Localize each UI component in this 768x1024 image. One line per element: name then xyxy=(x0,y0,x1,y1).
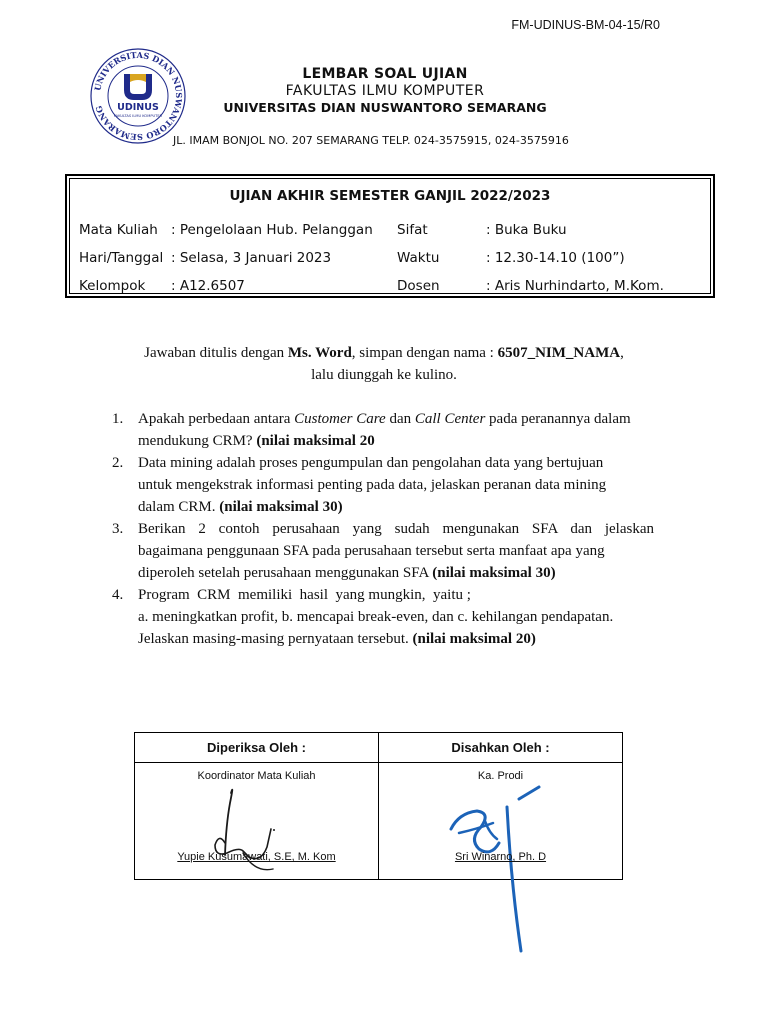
info-row-group xyxy=(79,272,706,300)
question-item xyxy=(112,408,654,452)
instr-text: , xyxy=(620,345,624,361)
time-label: Waktu xyxy=(397,250,440,266)
exam-info-box xyxy=(65,174,715,298)
question-text: untuk mengekstrak informasi penting pada data, jelaskan peranan data mining xyxy=(138,477,607,493)
role-coordinator: Koordinator Mata Kuliah xyxy=(197,770,316,782)
question-item xyxy=(112,518,654,584)
question-text: a. meningkatkan profit, b. mencapai break-even, dan c. kehilangan pendapatan. xyxy=(138,609,614,625)
course-label: Mata Kuliah xyxy=(79,222,158,238)
question-term: Call Center xyxy=(414,411,486,427)
logo-text: UDINUS xyxy=(117,102,159,113)
instructions-line-1 xyxy=(0,342,768,364)
handwritten-signature-right xyxy=(379,763,623,963)
question-text: Apakah perbedaan antara xyxy=(138,411,295,427)
question-number: 4. xyxy=(112,587,124,603)
exam-title: UJIAN AKHIR SEMESTER GANJIL 2022/2023 xyxy=(229,188,551,204)
question-text: bagaimana penggunaan SFA pada perusahaan tersebut serta manfaat apa yang xyxy=(138,543,605,559)
university-name: UNIVERSITAS DIAN NUSWANTORO SEMARANG xyxy=(223,100,547,115)
question-number: 2. xyxy=(112,455,124,471)
nature-label: Sifat xyxy=(397,222,428,238)
faculty-name: FAKULTAS ILMU KOMPUTER xyxy=(285,83,485,99)
info-row-course xyxy=(79,216,706,244)
date-value: : Selasa, 3 Januari 2023 xyxy=(171,250,332,266)
group-value: : A12.6507 xyxy=(171,278,245,294)
question-text: Berikan 2 contoh perusahaan yang sudah mengunakan SFA dan jelaskan xyxy=(138,521,654,537)
instructions xyxy=(0,342,768,386)
instr-text: , simpan dengan nama : xyxy=(351,345,498,361)
question-score: (nilai maksimal 30) xyxy=(219,499,343,515)
exam-info-grid xyxy=(79,216,706,300)
question-text: pada peranannya dalam xyxy=(485,411,631,427)
approved-by-header: Disahkan Oleh : xyxy=(379,733,623,763)
question-text: Data mining adalah proses pengumpulan dan pengolahan data yang bertujuan xyxy=(138,455,604,471)
instr-text: Jawaban ditulis dengan xyxy=(144,345,288,361)
group-label: Kelompok xyxy=(79,278,146,294)
university-address: JL. IMAM BONJOL NO. 207 SEMARANG TELP. 024-3575915, 024-3575916 xyxy=(173,134,569,147)
role-head-of-program: Ka. Prodi xyxy=(477,770,524,782)
signature-cell-left xyxy=(135,763,379,880)
signature-table xyxy=(134,732,623,880)
logo-small-text: FAKULTAS ILMU KOMPUTER xyxy=(113,114,163,118)
lecturer-label: Dosen xyxy=(397,278,440,294)
course-value: : Pengelolaan Hub. Pelanggan xyxy=(171,222,373,238)
signature-cell-right xyxy=(379,763,623,880)
question-list xyxy=(112,408,654,650)
question-term: Customer Care xyxy=(294,411,386,427)
date-label: Hari/Tanggal xyxy=(79,250,164,266)
coordinator-name: Yupie Kusumawati, S.E, M. Kom xyxy=(177,851,336,863)
question-score: (nilai maksimal 20) xyxy=(412,631,536,647)
question-text: Jelaskan masing-masing pernyataan tersebut. xyxy=(138,631,413,647)
time-value: : 12.30-14.10 (100”) xyxy=(486,250,625,266)
question-text: mendukung CRM? xyxy=(138,433,257,449)
nature-value: : Buka Buku xyxy=(486,222,567,238)
instructions-line-2: lalu diunggah ke kulino. xyxy=(311,367,457,383)
instr-filename: 6507_NIM_NAMA xyxy=(497,345,621,361)
question-text: Program CRM memiliki hasil yang mungkin, yaitu ; xyxy=(138,587,471,603)
question-text: diperoleh setelah perusahaan menggunakan SFA xyxy=(138,565,433,581)
form-code: FM-UDINUS-BM-04-15/R0 xyxy=(511,18,660,32)
question-text: dalam CRM. xyxy=(138,499,220,515)
info-row-date xyxy=(79,244,706,272)
question-score: (nilai maksimal 20 xyxy=(256,433,375,449)
question-score: (nilai maksimal 30) xyxy=(432,565,556,581)
question-text: dan xyxy=(385,411,415,427)
question-item xyxy=(112,452,654,518)
question-item xyxy=(112,584,654,650)
instr-software: Ms. Word xyxy=(287,345,352,361)
question-number: 3. xyxy=(112,521,124,537)
lecturer-value: : Aris Nurhindarto, M.Kom. xyxy=(486,278,664,294)
checked-by-header: Diperiksa Oleh : xyxy=(135,733,379,763)
sheet-title: LEMBAR SOAL UJIAN xyxy=(302,66,468,82)
question-number: 1. xyxy=(112,411,124,427)
logo-ring-text: UNIVERSITAS DIAN NUSWANTORO SEMARANG xyxy=(92,49,185,143)
head-of-program-name: Sri Winarno, Ph. D xyxy=(454,851,547,863)
